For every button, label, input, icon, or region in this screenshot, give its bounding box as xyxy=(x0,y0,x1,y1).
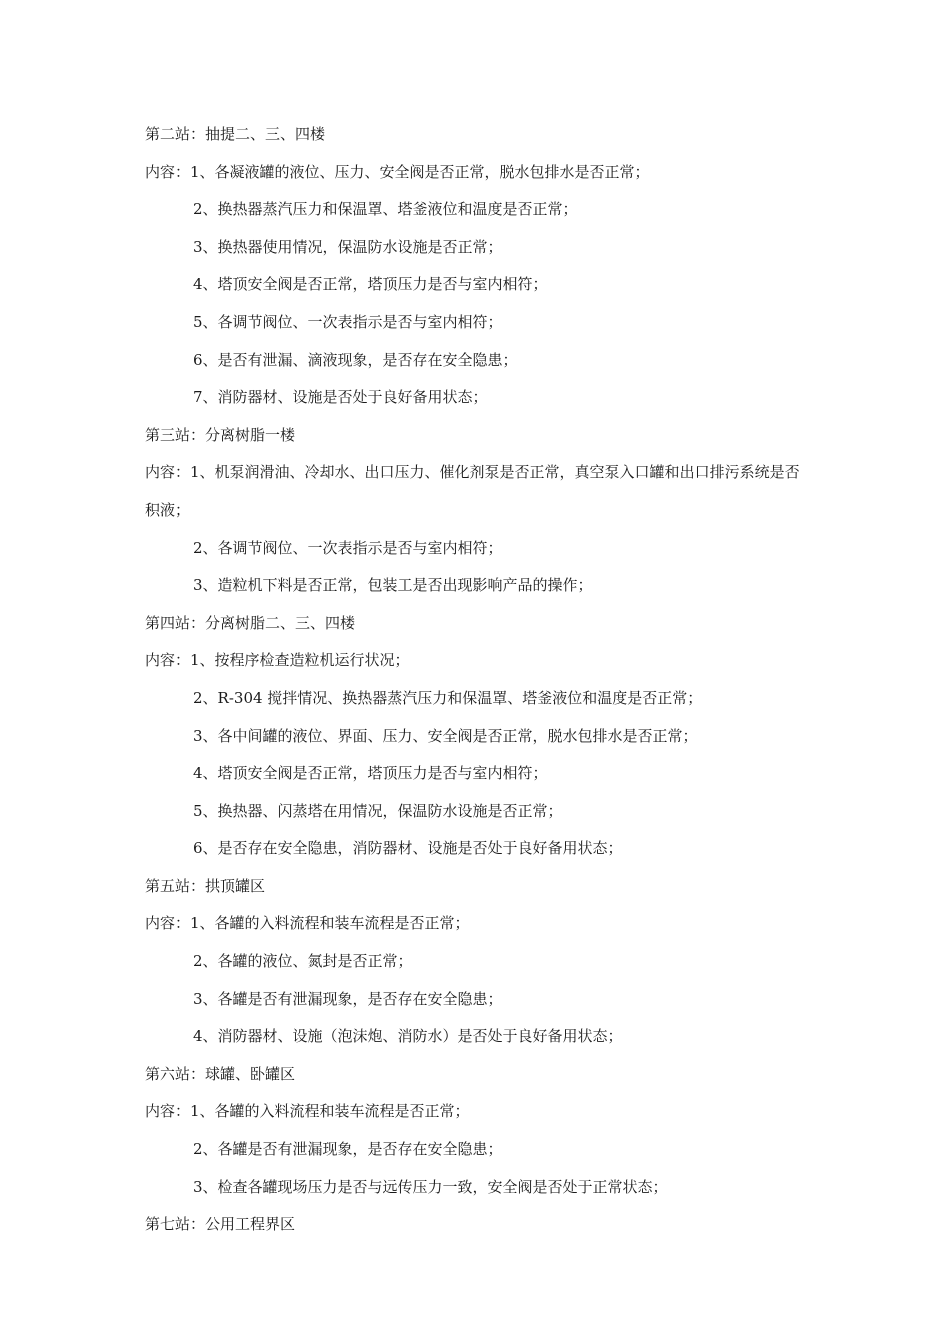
list-item: 1、各罐的入料流程和装车流程是否正常； xyxy=(190,914,470,933)
station-title: 第四站：分离树脂二、三、四楼 xyxy=(145,613,356,632)
content-label: 内容： xyxy=(145,914,191,933)
list-item: 6、是否有泄漏、滴液现象，是否存在安全隐患； xyxy=(193,350,518,369)
list-item: 3、造粒机下料是否正常，包装工是否出现影响产品的操作； xyxy=(193,576,593,595)
station-title: 第三站：分离树脂一楼 xyxy=(145,425,296,444)
station-title: 第五站：拱顶罐区 xyxy=(145,876,266,895)
list-item: 4、塔顶安全阀是否正常，塔顶压力是否与室内相符； xyxy=(193,275,548,294)
list-item: 6、是否存在安全隐患，消防器材、设施是否处于良好备用状态； xyxy=(193,839,623,858)
list-item: 2、各调节阀位、一次表指示是否与室内相符； xyxy=(193,538,503,557)
list-item: 5、各调节阀位、一次表指示是否与室内相符； xyxy=(193,312,503,331)
content-first-item xyxy=(145,642,815,680)
list-item: 3、检查各罐现场压力是否与远传压力一致，安全阀是否处于正常状态； xyxy=(193,1177,668,1196)
content-first-item xyxy=(145,454,810,529)
list-item: 4、塔顶安全阀是否正常，塔顶压力是否与室内相符； xyxy=(193,764,548,783)
content-first-item xyxy=(145,905,815,943)
list-item: 3、各中间罐的液位、界面、压力、安全阀是否正常，脱水包排水是否正常； xyxy=(193,726,698,745)
content-first-item xyxy=(145,154,815,192)
list-item: 1、机泵润滑油、冷却水、出口压力、催化剂泵是否正常，真空泵入口罐和出口排污系统是否积液； xyxy=(145,463,800,519)
station-title: 第二站：抽提二、三、四楼 xyxy=(145,125,326,143)
station-title: 第七站：公用工程界区 xyxy=(145,1215,296,1234)
content-label: 内容： xyxy=(145,1102,191,1121)
content-first-item xyxy=(145,1093,815,1131)
list-item: 3、换热器使用情况，保温防水设施是否正常； xyxy=(193,237,503,256)
content-label: 内容： xyxy=(145,162,191,181)
station-title: 第六站：球罐、卧罐区 xyxy=(145,1064,296,1083)
list-item: 3、各罐是否有泄漏现象，是否存在安全隐患； xyxy=(193,989,503,1008)
list-item: 1、按程序检查造粒机运行状况； xyxy=(190,651,410,670)
content-label: 内容： xyxy=(145,651,191,670)
list-item: 5、换热器、闪蒸塔在用情况，保温防水设施是否正常； xyxy=(193,801,563,820)
list-item: 1、各罐的入料流程和装车流程是否正常； xyxy=(190,1102,470,1121)
list-item: 4、消防器材、设施（泡沫炮、消防水）是否处于良好备用状态； xyxy=(193,1027,623,1046)
list-item: 2、R-304 搅拌情况、换热器蒸汽压力和保温罩、塔釜液位和温度是否正常； xyxy=(193,688,703,707)
list-item: 2、各罐是否有泄漏现象，是否存在安全隐患； xyxy=(193,1140,503,1159)
list-item: 2、各罐的液位、氮封是否正常； xyxy=(193,952,413,971)
list-item: 1、各凝液罐的液位、压力、安全阀是否正常，脱水包排水是否正常； xyxy=(190,162,650,181)
document-body xyxy=(145,116,815,1244)
list-item: 2、换热器蒸汽压力和保温罩、塔釜液位和温度是否正常； xyxy=(193,200,578,219)
content-label: 内容： xyxy=(145,463,191,482)
list-item: 7、消防器材、设施是否处于良好备用状态； xyxy=(193,388,488,407)
